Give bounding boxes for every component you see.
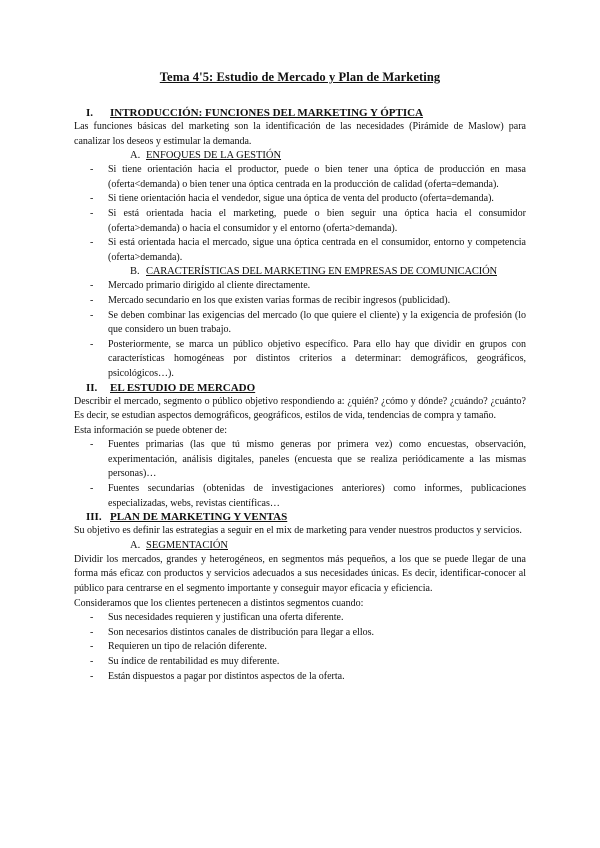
list-item: - Son necesarios distintos canales de distribución para llegar a ellos. [74,626,526,641]
dash-bullet: - [90,193,94,205]
section-number: III. [86,511,102,524]
list-item: - Se deben combinar las exigencias del mercado (lo que quiere el cliente) y la exigencia de profesión (lo que considero un buen trabajo. [90,309,526,336]
dash-bullet: - [90,439,94,451]
subsection-heading-1b [74,265,526,279]
list-item: - Si está orientada hacia el marketing, puede o bien seguir una óptica hacia el consumidor (oferta>demanda) o hacia el consumidor y el entorno (oferta>demanda). [90,207,526,234]
subsection-heading-3a [74,539,526,553]
list-item: - Fuentes secundarias (obtenidas de investigaciones anteriores) como informes, publicaciones especializadas, webs, revistas científicas… [90,483,526,509]
section-2-intro-2: Esta información se puede obtener de: [74,424,227,436]
dash-bullet: - [90,237,94,249]
section-2-intro: Describir el mercado, segmento o público objetivo respondiendo a: ¿quién? ¿cómo y dónde? ¿cuándo? ¿cuánto? Es decir, se estudian aspectos demográficos, geográficos, estilos de vida, tendencias de compra y tamaño. [74,395,526,422]
subsection-heading-1a [74,149,526,163]
list-item: - Requieren un tipo de relación diferente. [74,640,526,655]
section-number: II. [86,381,98,394]
subsection-letter: B. [130,266,140,278]
section-heading-1 [74,107,526,120]
subsection-letter: A. [130,150,141,162]
dash-bullet: - [90,483,94,495]
section-3-intro: Su objetivo es definir las estrategias a seguir en el mix de marketing para vender nuestros productos y servicios. [74,525,522,537]
dash-bullet: - [90,641,94,653]
list-3a [74,611,526,684]
dash-bullet: - [90,626,94,638]
subsection-title: ENFOQUES DE LA GESTIÓN [146,150,282,162]
subsection-title: CARACTERÍSTICAS DEL MARKETING EN EMPRESAS DE COMUNICACIÓN [146,266,497,278]
dash-bullet: - [90,656,94,667]
dash-bullet: - [90,164,94,176]
dash-bullet: - [90,294,94,306]
dash-bullet: - [90,612,94,624]
dash-bullet: - [90,338,94,350]
dash-bullet: - [90,670,94,682]
section-title: EL ESTUDIO DE MERCADO [110,381,256,394]
dash-bullet: - [90,280,94,292]
section-title: INTRODUCCIÓN: FUNCIONES DEL MARKETING Y ÓPTICA [110,107,424,119]
list-item: - Están dispuestos a pagar por distintos aspectos de la oferta. [74,670,526,685]
document-title: Tema 4'5: Estudio de Mercado y Plan de Marketing [159,70,441,84]
section-number: I. [86,107,94,119]
subsection-title: SEGMENTACIÓN [146,539,228,551]
subsection-letter: A. [130,539,141,551]
list-item: - Mercado primario dirigido al cliente directamente. [74,279,526,294]
list-item: - Su índice de rentabilidad es muy diferente. [74,655,526,670]
list-item: - Si tiene orientación hacia el vendedor, sigue una óptica de venta del producto (oferta=demanda). [74,192,526,207]
section-heading-3 [74,511,526,524]
list-item: - Fuentes primarias (las que tú mismo generas por primera vez) como encuestas, observación, experimentación, análisis digitales, paneles (encuesta que se realiza periódicamente a las mismas personas)… [90,439,526,480]
list-2 [74,438,526,511]
segmentation-paragraph-2: Consideramos que los clientes pertenecen a distintos segmentos cuando: [74,597,364,609]
list-item: - Si tiene orientación hacia el productor, puede o bien tener una óptica de producción en masa (oferta<demanda) o bien tener una óptica centrada en la producción de calidad (oferta=demanda). [90,164,526,190]
list-item: - Sus necesidades requieren y justifican una oferta diferente. [74,611,526,626]
list-item: - Posteriormente, se marca un público objetivo específico. Para ello hay que dividir en grupos con características homogéneas por distintos criterios a determinar: demográficos, geográficos, psicológicos…). [90,338,526,379]
list-1b [74,279,526,381]
list-item: - Si está orientada hacia el mercado, sigue una óptica centrada en el consumidor, entorno y competencia (oferta>demanda). [90,237,526,263]
section-title: PLAN DE MARKETING Y VENTAS [110,511,288,524]
section-1-intro: Las funciones básicas del marketing son la identificación de las necesidades (Pirámide de Maslow) para canalizar los deseos y estimular la demanda. [74,121,526,147]
section-heading-2 [74,382,526,395]
list-1a [74,163,526,265]
list-item: - Mercado secundario en los que existen varias formas de recibir ingresos (publicidad). [74,294,526,309]
dash-bullet: - [90,309,94,321]
dash-bullet: - [90,207,94,219]
segmentation-paragraph: Dividir los mercados, grandes y heterogéneos, en segmentos más pequeños, a los que se puede llegar de una forma más eficaz con productos y servicios adecuados a sus necesidades únicas. Es decir, identificar-conocer al público para centrarse en el segmento importante y conseguir mayor eficacia y eficiencia. [74,553,526,595]
